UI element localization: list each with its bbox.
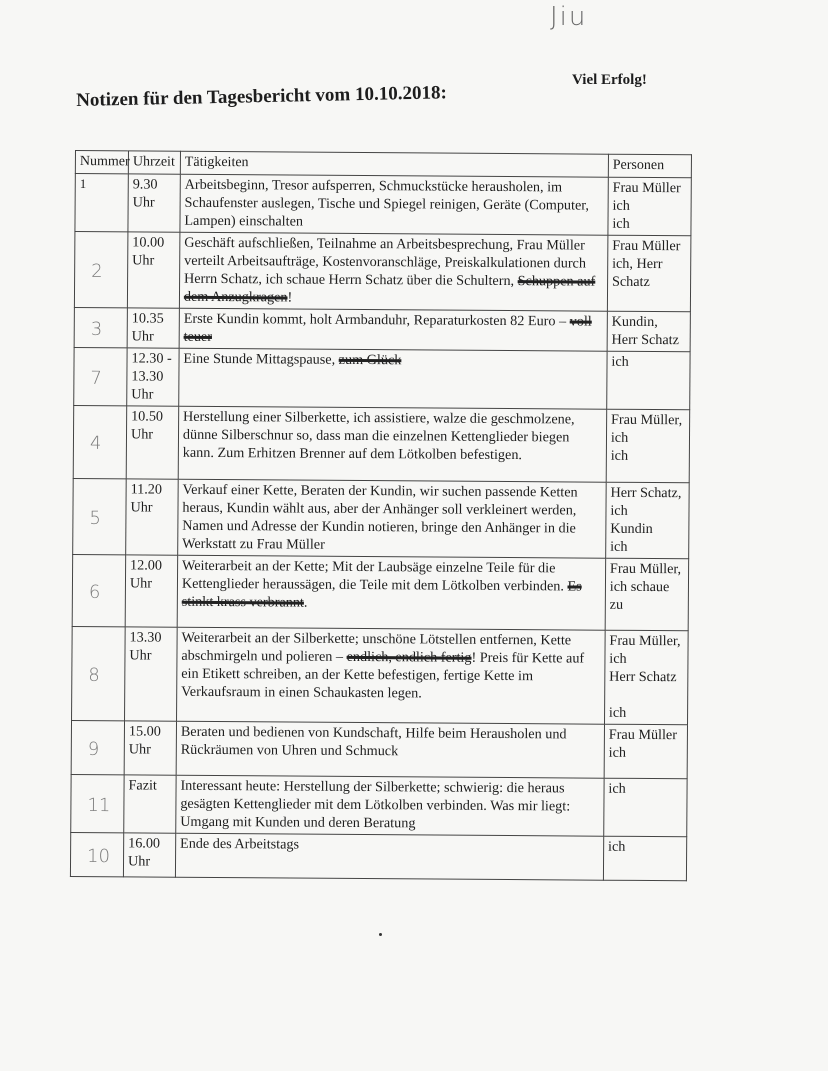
activity-text: Interessant heute: Herstellung der Silberkette; schwierig: die heraus gesägten Kettenglieder mit dem Lötkolben verbinden. Was mir liegt: Umgang mit Kunden und deren Beratung <box>180 777 571 832</box>
daily-report-table <box>70 150 692 881</box>
persons-cell <box>604 630 688 725</box>
table-row <box>72 626 689 724</box>
person-entry: ich <box>608 704 627 721</box>
activity-cell <box>175 833 603 880</box>
column-header-number: Nummer <box>75 151 128 174</box>
activity-text: Beraten und bedienen von Kundschaft, Hilfe beim Herausholen und Rückräumen von Uhren und Schmuck <box>180 723 567 760</box>
table-row <box>71 774 687 836</box>
persons-cell <box>607 311 690 352</box>
persons-cell <box>605 558 689 631</box>
time-cell: 12.00 Uhr <box>125 555 177 627</box>
person-entry: Kundin, <box>611 313 658 331</box>
person-entry: Frau Müller <box>612 179 681 197</box>
table-row <box>73 478 690 558</box>
persons-cell <box>603 836 686 881</box>
person-entry: ich <box>610 538 628 555</box>
time-cell: 10.00 Uhr <box>127 232 179 308</box>
person-entry: ich <box>610 429 629 446</box>
time-cell: 10.35 Uhr <box>127 308 179 348</box>
row-number-cell <box>72 626 126 720</box>
table-row <box>71 720 687 778</box>
activity-text: Verkauf einer Kette, Beraten der Kundin, wir suchen passende Ketten heraus, Kundin wählt aus, aber der Anhänger soll verkleinert werden, Namen und Adresse der Kundin notieren, bringe den Anhänger in die Werkstatt zu Frau Müller <box>182 481 578 553</box>
person-entry: Herr Schatz, <box>610 484 682 502</box>
column-header-persons: Personen <box>608 154 691 178</box>
person-entry: ich <box>608 780 626 797</box>
person-entry: ich <box>610 447 629 464</box>
handwritten-row-number: 11 <box>87 794 111 816</box>
person-entry: ich <box>607 838 626 855</box>
row-number-cell <box>71 720 124 774</box>
person-entry: Herr Schatz <box>609 668 677 686</box>
row-number-cell <box>74 232 127 308</box>
row-number-cell <box>70 832 123 876</box>
activity-cell <box>176 775 604 836</box>
table-row <box>74 232 691 312</box>
time-cell: 13.30 Uhr <box>124 627 177 721</box>
row-number-cell <box>74 307 127 347</box>
person-entry: ich <box>608 744 627 761</box>
person-entry: ich <box>612 215 630 232</box>
table-row <box>73 405 689 482</box>
person-entry: Kundin <box>610 520 653 538</box>
struck-out-text: Schuppen auf dem Anzugkragen <box>183 273 596 306</box>
activity-text: Erste Kundin kommt, holt Armbanduhr, Reparaturkosten 82 Euro – <box>183 310 570 330</box>
time-cell: Fazit <box>124 775 176 833</box>
persons-cell <box>606 409 690 483</box>
handwritten-row-number: 9 <box>87 738 100 760</box>
activity-text: Herstellung einer Silberkette, ich assistiere, walze die geschmolzene, dünne Silberschnur so, dass man die einzelnen Kettenglieder biegen kann. Zum Erhitzen Brenner auf dem Lötkolben befestigen. <box>182 408 575 464</box>
time-cell: 15.00 Uhr <box>124 721 176 775</box>
table-row <box>74 347 690 409</box>
handwritten-row-number: 8 <box>88 664 100 686</box>
persons-cell <box>604 778 688 837</box>
activity-cell <box>176 627 605 724</box>
person-entry: Herr Schatz <box>611 331 679 349</box>
activity-text: Arbeitsbeginn, Tresor aufsperren, Schmuckstücke herausholen, im Schaufenster auslegen, Tische und Spiegel reinigen, Geräte (Computer, Lampen) einschalten <box>184 176 590 230</box>
struck-out-text: voll teuer <box>183 313 592 345</box>
column-header-time: Uhrzeit <box>128 151 180 174</box>
person-entry: ich schaue <box>609 578 670 596</box>
handwritten-row-number: 7 <box>90 367 102 389</box>
time-cell: 9.30 Uhr <box>128 174 180 232</box>
person-entry: ich <box>610 502 628 519</box>
page-speck <box>379 933 382 936</box>
activity-text: Eine Stunde Mittagspause, <box>183 350 339 368</box>
person-entry: Frau Müller, <box>609 632 681 650</box>
row-number-cell <box>72 554 125 626</box>
handwritten-name: Jiu <box>550 2 588 32</box>
activity-cell <box>180 174 608 235</box>
time-cell: 11.20 Uhr <box>126 479 178 555</box>
handwritten-row-number: 3 <box>90 318 103 340</box>
activity-cell <box>179 308 607 351</box>
person-entry: Frau Müller, <box>610 411 683 429</box>
row-number-cell <box>73 405 126 478</box>
person-entry: ich, Herr <box>612 255 663 273</box>
table-row <box>74 307 690 351</box>
person-entry: Frau Müller, <box>609 560 682 578</box>
activity-cell <box>176 721 604 778</box>
activity-text-end: ! Preis für Kette auf ein Etikett schreiben, an der Kette befestigen, fertige Kette im Verkaufsraum in einen Schaukasten legen. <box>181 649 585 702</box>
activity-cell <box>177 555 605 630</box>
persons-cell <box>607 235 691 312</box>
handwritten-row-number: 4 <box>89 432 102 454</box>
handwritten-row-number: 10 <box>86 845 111 867</box>
row-number-cell <box>74 347 127 405</box>
person-entry <box>609 686 684 705</box>
person-entry: zu <box>609 596 624 613</box>
activity-cell <box>178 406 606 482</box>
activity-text: Weiterarbeit an der Kette; Mit der Laubsäge einzelne Teile für die Kettenglieder heraussägen, die Teile mit dem Lötkolben verbinden. <box>181 557 568 595</box>
handwritten-row-number: 6 <box>88 581 101 603</box>
column-header-activities: Tätigkeiten <box>180 151 608 177</box>
good-luck-note: Viel Erfolg! <box>572 72 647 88</box>
printed-row-number: 1 <box>79 176 87 192</box>
activity-cell <box>178 479 606 558</box>
struck-out-text: zum Glück <box>338 351 402 369</box>
persons-cell <box>607 351 691 410</box>
page-title: Notizen für den Tagesbericht vom 10.10.2018: <box>76 82 448 111</box>
person-entry: Schatz <box>611 273 650 291</box>
person-entry: Frau Müller <box>612 237 681 255</box>
activity-text: Geschäft aufschließen, Teilnahme an Arbeitsbesprechung, Frau Müller verteilt Arbeitsaufträge, Kostenvoranschläge, Preiskalkulationen durch Herrn Schatz, ich schaue Herrn Schatz über die Schultern, <box>183 234 587 290</box>
time-cell: 16.00 Uhr <box>123 833 175 877</box>
person-entry: ich <box>612 197 630 214</box>
time-cell: 10.50 Uhr <box>126 406 178 479</box>
row-number-cell <box>73 478 126 554</box>
activity-text: Weiterarbeit an der Silberkette; unschöne Lötstellen entfernen, Kette abschmirgeln und polieren – <box>181 629 572 665</box>
time-cell: 12.30 - 13.30 Uhr <box>127 348 179 406</box>
row-number-cell <box>71 774 124 832</box>
activity-cell <box>179 348 607 409</box>
person-entry: Frau Müller <box>608 726 678 744</box>
table-row <box>70 832 686 880</box>
activity-text-end: ! <box>287 289 293 306</box>
handwritten-row-number: 2 <box>91 260 103 282</box>
person-entry: ich <box>609 650 627 667</box>
person-entry: ich <box>611 353 629 370</box>
persons-cell <box>606 482 690 559</box>
persons-cell <box>608 177 692 236</box>
row-number-cell <box>75 174 128 232</box>
struck-out-text: Es stinkt krass verbrannt <box>181 578 582 611</box>
activity-text: Ende des Arbeitstags <box>180 835 300 853</box>
table-row <box>72 554 688 630</box>
activity-cell <box>179 232 607 311</box>
handwritten-row-number: 5 <box>89 507 101 529</box>
table-row <box>75 174 691 236</box>
activity-text-end: . <box>303 594 308 611</box>
persons-cell <box>604 724 688 779</box>
struck-out-text: endlich, endlich fertig <box>346 648 472 666</box>
